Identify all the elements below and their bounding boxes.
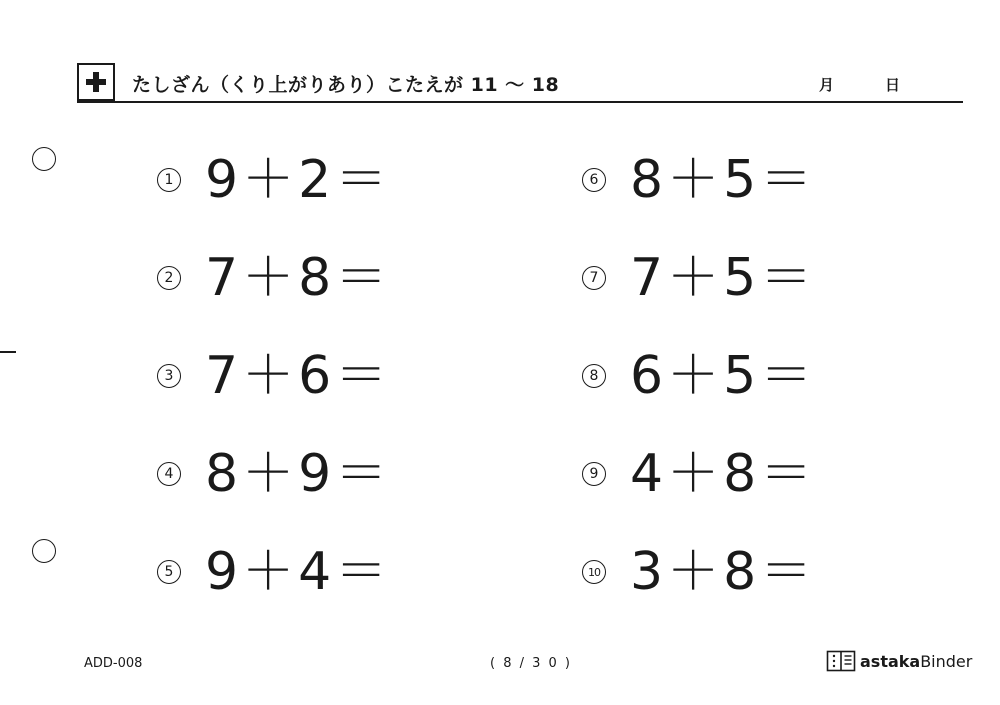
- problem-number: 9: [582, 462, 606, 486]
- center-fold-mark: [0, 351, 16, 353]
- problem-3: [157, 346, 391, 406]
- problem-expression: 8＋9＝: [205, 444, 392, 504]
- problem-expression: 7＋8＝: [205, 248, 392, 308]
- problem-number: 5: [157, 560, 181, 584]
- problem-number: 10: [582, 560, 606, 584]
- problem-expression: 7＋6＝: [205, 346, 392, 406]
- problem-expression: 9＋4＝: [205, 542, 392, 602]
- problem-number: 2: [157, 266, 181, 290]
- problem-expression: 6＋5＝: [630, 346, 817, 406]
- problem-2: [157, 248, 391, 308]
- problem-expression: 9＋2＝: [205, 150, 392, 210]
- binder-hole-bottom: [32, 539, 56, 563]
- worksheet-code: ADD-008: [84, 656, 143, 671]
- problem-number: 1: [157, 168, 181, 192]
- problem-5: [157, 542, 391, 602]
- plus-icon: [77, 63, 115, 101]
- problem-expression: 8＋5＝: [630, 150, 817, 210]
- problem-number: 8: [582, 364, 606, 388]
- problem-9: [582, 444, 816, 504]
- binder-hole-top: [32, 147, 56, 171]
- problem-8: [582, 346, 816, 406]
- problem-number: 7: [582, 266, 606, 290]
- problem-10: [582, 542, 816, 602]
- brand-logo: [826, 650, 972, 672]
- problem-expression: 3＋8＝: [630, 542, 817, 602]
- brand-name-bold: astaka: [860, 651, 921, 671]
- problem-4: [157, 444, 391, 504]
- problem-number: 6: [582, 168, 606, 192]
- problem-expression: 4＋8＝: [630, 444, 817, 504]
- day-label: 日: [885, 76, 901, 94]
- header-divider: [77, 101, 963, 103]
- problem-6: [582, 150, 816, 210]
- brand-name-regular: Binder: [920, 651, 973, 671]
- page-indicator: ( 8 / 3 0 ): [490, 656, 572, 671]
- binder-book-icon: [826, 650, 856, 672]
- problem-number: 3: [157, 364, 181, 388]
- problem-expression: 7＋5＝: [630, 248, 817, 308]
- page-title: たしざん（くり上がりあり）こたえが 11 〜 18: [132, 74, 560, 96]
- month-label: 月: [819, 76, 835, 94]
- problem-7: [582, 248, 816, 308]
- problem-1: [157, 150, 391, 210]
- problem-number: 4: [157, 462, 181, 486]
